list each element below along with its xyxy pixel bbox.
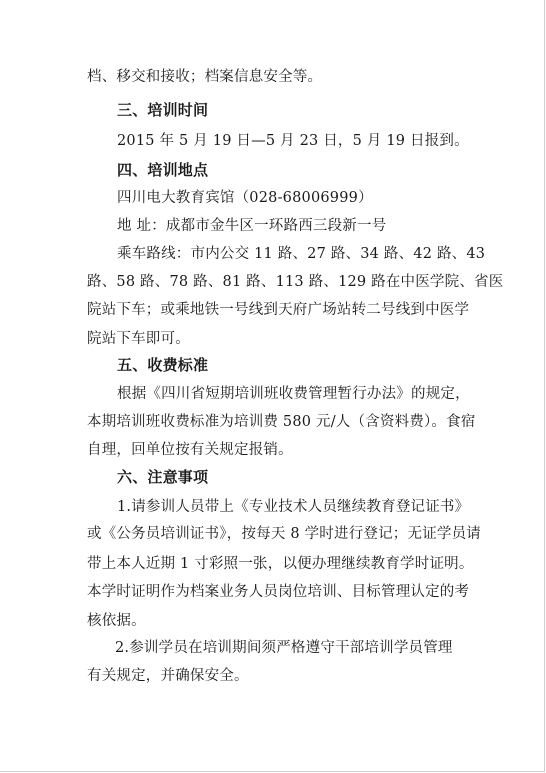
text-line: 带上本人近期 1 寸彩照一张，以便办理继续教育学时证明。: [87, 556, 474, 572]
section-heading-training-location: 四、培训地点: [117, 161, 209, 179]
text-line: 院站下车即可。: [87, 331, 190, 347]
text-line: 1.请参训人员带上《专业技术人员继续教育登记证书》: [117, 499, 470, 515]
text-line: 四川电大教育宾馆（028-68006999）: [117, 190, 373, 206]
text-line: 自理，回单位按有关规定报销。: [87, 442, 293, 458]
text-line: 路、58 路、78 路、81 路、113 路、129 路在中医学院、省医: [87, 274, 504, 290]
text-line: 本学时证明作为档案业务人员岗位培训、目标管理认定的考: [87, 584, 470, 600]
text-line: 院站下车；或乘地铁一号线到天府广场站转二号线到中医学: [87, 302, 470, 318]
text-line: 乘车路线：市内公交 11 路、27 路、34 路、42 路、43: [117, 246, 486, 262]
text-line: 2.参训学员在培训期间须严格遵守干部培训学员管理: [115, 640, 453, 656]
text-line: 根据《四川省短期培训班收费管理暂行办法》的规定，: [117, 386, 470, 402]
section-heading-notes: 六、注意事项: [117, 468, 209, 486]
text-line: 2015 年 5 月 19 日—5 月 23 日，5 月 19 日报到。: [117, 133, 469, 149]
text-line: 档、移交和接收；档案信息安全等。: [87, 69, 323, 85]
text-line: 本期培训班收费标准为培训费 580 元/人（含资料费）。食宿: [87, 414, 476, 430]
section-heading-training-time: 三、培训时间: [117, 101, 209, 119]
text-line: 有关规定，并确保安全。: [87, 668, 249, 684]
text-line: 或《公务员培训证书》，按每天 8 学时进行登记；无证学员请: [87, 526, 481, 542]
text-line: 核依据。: [87, 613, 146, 629]
text-line: 地 址：成都市金牛区一环路西三段新一号: [117, 218, 387, 234]
section-heading-fees: 五、收费标准: [117, 356, 209, 374]
